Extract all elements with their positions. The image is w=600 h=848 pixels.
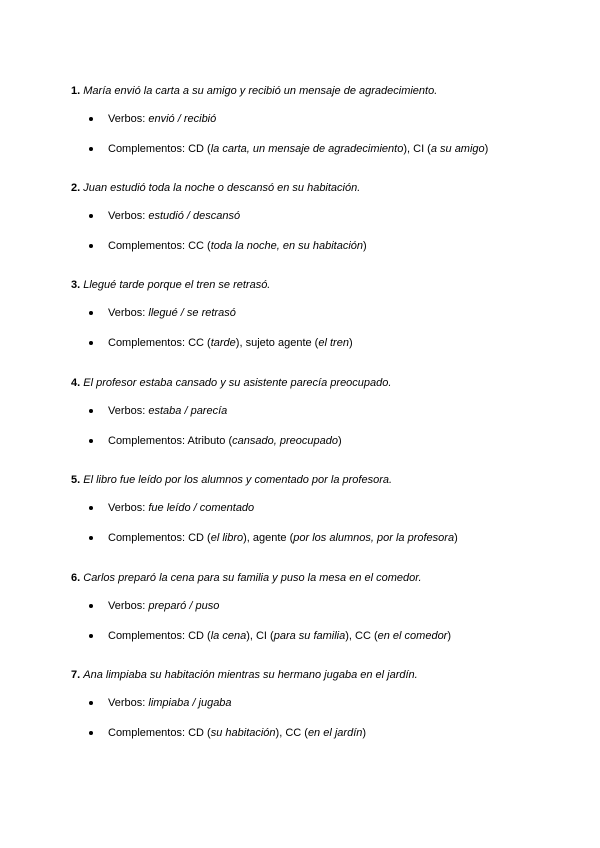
complement-value: el libro [210, 532, 244, 544]
complement-text: ) [337, 435, 342, 447]
exercise-item [71, 571, 571, 643]
bullet-dot-icon [89, 439, 93, 443]
complement-text: ), CI ( [246, 630, 274, 642]
bullet-dot-icon [89, 506, 93, 510]
complement-text: CD ( [188, 630, 211, 642]
complement-text: ), sujeto agente ( [235, 337, 319, 349]
verbs-value: envió / recibió [148, 113, 217, 125]
complement-text: CD ( [188, 532, 211, 544]
sentence-text: Carlos preparó la cena para su familia y puso la mesa en el comedor. [83, 572, 422, 584]
bullet-dot-icon [89, 731, 93, 735]
sentence-text: Llegué tarde porque el tren se retrasó. [83, 279, 271, 291]
complement-text: ) [447, 630, 452, 642]
exercise-sentence [71, 376, 571, 390]
sentence-text: El libro fue leído por los alumnos y comentado por la profesora. [83, 474, 393, 486]
complements-bullet [108, 531, 571, 545]
complement-value: a su amigo [430, 143, 485, 155]
item-number: 1. [71, 85, 81, 97]
complements-bullet [108, 629, 571, 643]
complement-value: su habitación [210, 727, 276, 739]
sentence-text: María envió la carta a su amigo y recibió un mensaje de agradecimiento. [83, 85, 438, 97]
complement-text: CC ( [188, 240, 211, 252]
exercise-sentence [71, 473, 571, 487]
complement-value: el tren [318, 337, 349, 349]
complement-value: en el comedor [377, 630, 448, 642]
complement-text: ), CC ( [345, 630, 378, 642]
verbs-bullet [108, 696, 571, 710]
complements-label: Complementos: [108, 435, 186, 447]
verbs-value: preparó / puso [148, 600, 220, 612]
verbs-label: Verbos: [108, 697, 146, 709]
verbs-bullet [108, 112, 571, 126]
complement-text: ) [484, 143, 489, 155]
item-number: 7. [71, 669, 81, 681]
exercise-sentence [71, 84, 571, 98]
exercise-sentence [71, 668, 571, 682]
bullet-dot-icon [89, 634, 93, 638]
complement-value: en el jardín [307, 727, 363, 739]
exercise-item [71, 181, 571, 253]
item-number: 6. [71, 572, 81, 584]
complement-value: la cena [210, 630, 247, 642]
complements-bullet [108, 434, 571, 448]
complement-value: por los alumnos, por la profesora [293, 532, 455, 544]
bullet-dot-icon [89, 214, 93, 218]
item-number: 2. [71, 182, 81, 194]
complements-label: Complementos: [108, 337, 186, 349]
complement-text: CC ( [188, 337, 211, 349]
complement-text: ), CC ( [275, 727, 308, 739]
complement-text: ), CI ( [403, 143, 431, 155]
complement-text: ) [362, 727, 367, 739]
verbs-value: fue leído / comentado [148, 502, 255, 514]
exercise-item [71, 668, 571, 740]
complement-value: toda la noche, en su habitación [210, 240, 363, 252]
complement-text: CD ( [188, 143, 211, 155]
bullet-dot-icon [89, 147, 93, 151]
verbs-value: limpiaba / jugaba [148, 697, 232, 709]
item-number: 3. [71, 279, 81, 291]
verbs-label: Verbos: [108, 502, 146, 514]
verbs-value: llegué / se retrasó [148, 307, 236, 319]
verbs-label: Verbos: [108, 405, 146, 417]
bullet-dot-icon [89, 117, 93, 121]
complements-bullet [108, 336, 571, 350]
complement-value: tarde [210, 337, 236, 349]
bullet-dot-icon [89, 244, 93, 248]
complement-text: ) [363, 240, 367, 252]
bullet-dot-icon [89, 341, 93, 345]
exercise-item [71, 84, 571, 156]
sentence-text: Juan estudió toda la noche o descansó en su habitación. [83, 182, 361, 194]
exercise-sentence [71, 278, 571, 292]
exercise-item [71, 473, 571, 545]
verbs-label: Verbos: [108, 600, 146, 612]
bullet-dot-icon [89, 311, 93, 315]
complement-text: ), agente ( [243, 532, 294, 544]
complement-text: Atributo ( [187, 435, 233, 447]
exercise-item [71, 376, 571, 448]
complements-bullet [108, 726, 571, 740]
sentence-text: Ana limpiaba su habitación mientras su hermano jugaba en el jardín. [83, 669, 418, 681]
verbs-label: Verbos: [108, 307, 146, 319]
complement-value: cansado, preocupado [232, 435, 338, 447]
item-number: 4. [71, 377, 81, 389]
bullet-dot-icon [89, 604, 93, 608]
verbs-value: estudió / descansó [148, 210, 241, 222]
complements-label: Complementos: [108, 727, 186, 739]
complement-text: ) [348, 337, 353, 349]
bullet-dot-icon [89, 409, 93, 413]
verbs-bullet [108, 501, 571, 515]
verbs-label: Verbos: [108, 210, 146, 222]
verbs-bullet [108, 404, 571, 418]
complements-label: Complementos: [108, 143, 186, 155]
exercise-sentence [71, 181, 571, 195]
exercise-item [71, 278, 571, 350]
complements-label: Complementos: [108, 240, 186, 252]
complements-bullet [108, 239, 571, 253]
bullet-dot-icon [89, 701, 93, 705]
item-number: 5. [71, 474, 81, 486]
verbs-value: estaba / parecía [148, 405, 228, 417]
complements-label: Complementos: [108, 532, 186, 544]
complement-value: la carta, un mensaje de agradecimiento [210, 143, 404, 155]
complement-value: para su familia [273, 630, 346, 642]
verbs-bullet [108, 306, 571, 320]
exercise-sentence [71, 571, 571, 585]
bullet-dot-icon [89, 536, 93, 540]
verbs-label: Verbos: [108, 113, 146, 125]
verbs-bullet [108, 599, 571, 613]
complements-bullet [108, 142, 571, 156]
verbs-bullet [108, 209, 571, 223]
complement-text: ) [454, 532, 458, 544]
complements-label: Complementos: [108, 630, 186, 642]
complement-text: CD ( [188, 727, 211, 739]
sentence-text: El profesor estaba cansado y su asistente parecía preocupado. [83, 377, 392, 389]
